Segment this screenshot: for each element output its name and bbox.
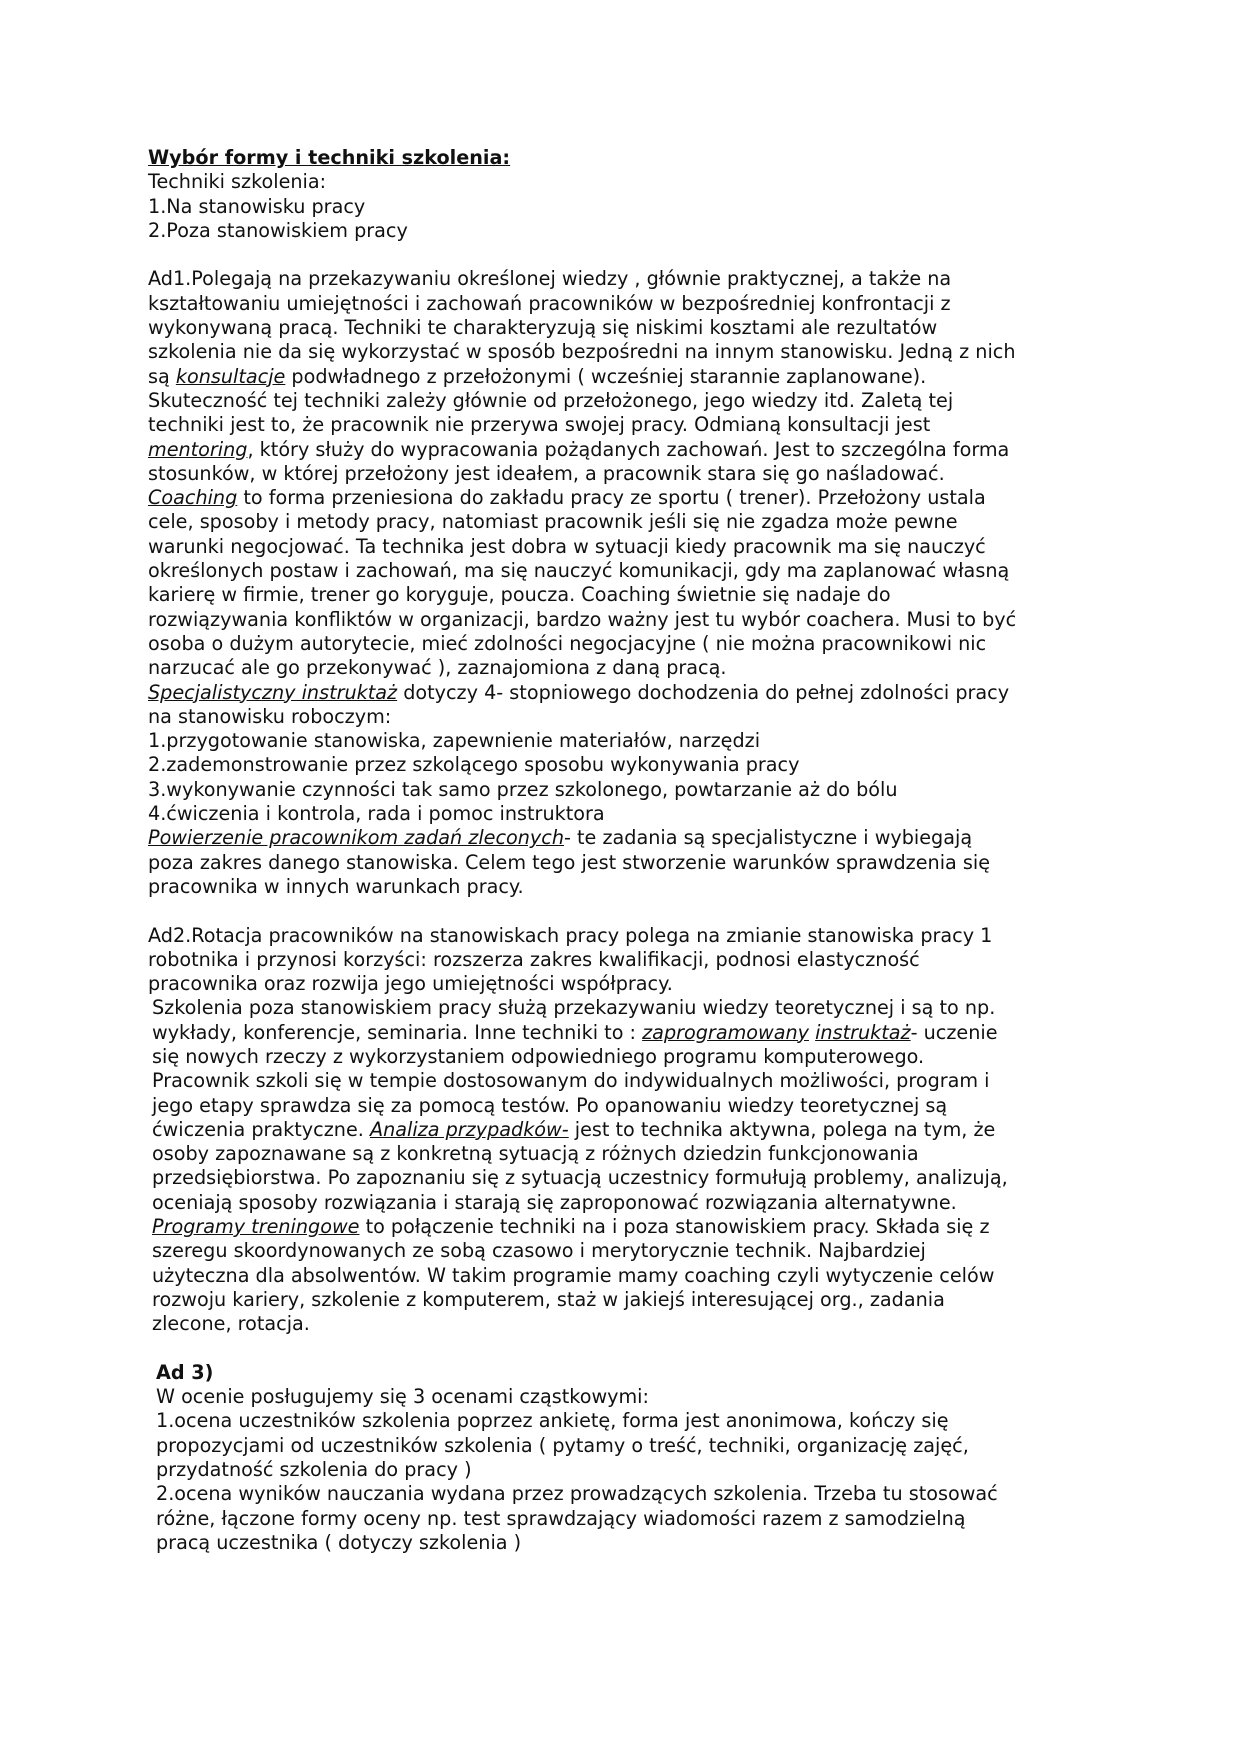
section-ad3 (148, 1361, 1092, 1555)
text-line: przedsiębiorstwa. Po zapoznaniu się z sytuacją uczestnicy formułują problemy, analizują, (152, 1166, 1008, 1190)
text-line: pracą uczestnika ( dotyczy szkolenia ) (156, 1530, 522, 1554)
intro-line: 1.Na stanowisku pracy (148, 194, 366, 218)
text-line: na stanowisku roboczym: (148, 704, 392, 728)
text-line: propozycjami od uczestników szkolenia ( pytamy o treść, techniki, organizację zajęć, (156, 1433, 969, 1457)
text-line: się nowych rzeczy z wykorzystaniem odpowiedniego programu komputerowego. (152, 1044, 925, 1068)
text-line: oceniają sposoby rozwiązania i starają się zaproponować rozwiązania alternatywne. (152, 1190, 957, 1214)
text-line: osoba o dużym autorytecie, mieć zdolności negocjacyjne ( nie można pracownikowi nic (148, 631, 987, 655)
paragraph-gap (148, 243, 1092, 267)
paragraph-gap (148, 1337, 1092, 1361)
text-line: określonych postaw i zachowań, ma się nauczyć komunikacji, gdy ma zaplanować własną (148, 559, 1010, 583)
text-line (148, 438, 1092, 462)
text-line: robotnika i przynosi korzyści: rozszerza zakres kwalifikacji, podnosi elastyczność (148, 947, 920, 971)
text-line: poza zakres danego stanowiska. Celem tego jest stworzenie warunków sprawdzenia się (148, 850, 991, 874)
section-heading: Ad 3) (156, 1360, 214, 1384)
text-fragment: są (148, 364, 176, 388)
text-line: Szkolenia poza stanowiskiem pracy służą przekazywaniu wiedzy teoretycznej i są to np. (152, 996, 996, 1020)
text-line: szkolenia nie da się wykorzystać w sposób bezpośredni na innym stanowisku. Jedną z nich (148, 340, 1016, 364)
text-fragment: - uczenie (910, 1020, 998, 1044)
text-fragment: ćwiczenia praktyczne. (152, 1117, 370, 1141)
document-body (148, 146, 1092, 1555)
term-powierzenie-zadan: Powierzenie pracownikom zadań zleconych (148, 826, 564, 850)
term-programy-treningowe: Programy treningowe (152, 1215, 360, 1239)
text-line: szeregu skoordynowanych ze sobą czasowo i merytorycznie technik. Najbardziej (152, 1239, 926, 1263)
text-line: Skuteczność tej techniki zależy głównie od przełożonego, jego wiedzy itd. Zaletą tej (148, 388, 954, 412)
list-item: 2.ocena wyników nauczania wydana przez prowadzących szkolenia. Trzeba tu stosować (156, 1482, 998, 1506)
text-fragment: - te zadania są specjalistyczne i wybiegają (564, 826, 973, 850)
term-mentoring: mentoring (148, 437, 248, 461)
text-line: osoby zapoznawane są z konkretną sytuacją z różnych dziedzin funkcjonowania (152, 1142, 919, 1166)
text-line: jego etapy sprawdza się za pomocą testów. Po opanowaniu wiedzy teoretycznej są (152, 1093, 948, 1117)
text-line: narzucać ale go przekonywać ), zaznajomiona z daną pracą. (148, 656, 727, 680)
intro-line: 2.Poza stanowiskiem pracy (148, 218, 408, 242)
text-line: wykonywaną pracą. Techniki te charakteryzują się niskimi kosztami ale rezultatów (148, 316, 938, 340)
paragraph-gap (148, 899, 1092, 923)
text-line (148, 826, 1092, 850)
text-fragment: wykłady, konferencje, seminaria. Inne techniki to : (152, 1020, 643, 1044)
intro-line: Techniki szkolenia: (148, 170, 327, 194)
text-line: przydatność szkolenia do pracy ) (156, 1458, 472, 1482)
text-line: Ad2.Rotacja pracowników na stanowiskach pracy polega na zmianie stanowiska pracy 1 (148, 923, 993, 947)
text-line (148, 365, 1092, 389)
text-fragment: jest to technika aktywna, polega na tym, że (568, 1117, 996, 1141)
text-fragment: podwładnego z przełożonymi ( wcześniej starannie zaplanowane). (285, 364, 927, 388)
list-item: 4.ćwiczenia i kontrola, rada i pomoc instruktora (148, 802, 605, 826)
text-fragment: dotyczy 4- stopniowego dochodzenia do pełnej zdolności pracy (397, 680, 1010, 704)
text-line: W ocenie posługujemy się 3 ocenami cząstkowymi: (156, 1385, 649, 1409)
term-coaching: Coaching (148, 486, 238, 510)
text-line (148, 1021, 1092, 1045)
section-ad1 (148, 267, 1092, 899)
term-specjalistyczny-instruktaz: Specjalistyczny instruktaż (148, 680, 398, 704)
text-fragment: to forma przeniesiona do zakładu pracy ze sportu ( trener). Przełożony ustala (237, 486, 986, 510)
text-line: Ad1.Polegają na przekazywaniu określonej wiedzy , głównie praktycznej, a także na (148, 267, 952, 291)
text-line: stosunków, w której przełożony jest ideałem, a pracownik stara się go naśladować. (148, 461, 945, 485)
text-line: użyteczna dla absolwentów. W takim programie mamy coaching czyli wytyczenie celów (152, 1263, 995, 1287)
text-line: rozwiązywania konfliktów w organizacji, bardzo ważny jest tu wybór coachera. Musi to być (148, 607, 1017, 631)
text-line: zlecone, rotacja. (152, 1312, 310, 1336)
list-item: 1.ocena uczestników szkolenia poprzez ankietę, forma jest anonimowa, kończy się (156, 1409, 949, 1433)
text-line: pracownika w innych warunkach pracy. (148, 874, 524, 898)
text-line: Pracownik szkoli się w tempie dostosowanym do indywidualnych możliwości, program i (152, 1069, 990, 1093)
term-instruktaz: instruktaż (815, 1020, 911, 1044)
text-line (148, 1118, 1092, 1142)
text-fragment: to połączenie techniki na i poza stanowiskiem pracy. Składa się z (359, 1215, 990, 1239)
text-line: cele, sposoby i metody pracy, natomiast pracownik jeśli się nie zgadza może pewne (148, 510, 958, 534)
term-zaprogramowany: zaprogramowany (642, 1020, 809, 1044)
list-item: 2.zademonstrowanie przez szkolącego sposobu wykonywania pracy (148, 753, 800, 777)
text-line: warunki negocjować. Ta technika jest dobra w sytuacji kiedy pracownik ma się nauczyć (148, 534, 986, 558)
text-line (148, 681, 1092, 705)
term-konsultacje: konsultacje (175, 364, 286, 388)
text-line: karierę w firmie, trener go koryguje, poucza. Coaching świetnie się nadaje do (148, 583, 891, 607)
term-analiza-przypadkow: Analiza przypadków- (369, 1117, 569, 1141)
text-fragment: , który służy do wypracowania pożądanych zachowań. Jest to szczególna forma (247, 437, 1010, 461)
text-line: kształtowaniu umiejętności i zachowań pracowników w bezpośredniej konfrontacji z (148, 291, 951, 315)
text-line: techniki jest to, że pracownik nie przerywa swojej pracy. Odmianą konsultacji jest (148, 413, 931, 437)
list-item: 3.wykonywanie czynności tak samo przez szkolonego, powtarzanie aż do bólu (148, 777, 898, 801)
text-line (148, 486, 1092, 510)
text-line: rozwoju kariery, szkolenie z komputerem, staż w jakiejś interesującej org., zadania (152, 1287, 945, 1311)
section-ad2 (148, 924, 1092, 1337)
document-title: Wybór formy i techniki szkolenia: (148, 146, 511, 169)
text-line: różne, łączone formy oceny np. test sprawdzający wiadomości razem z samodzielną (156, 1506, 966, 1530)
text-line: pracownika oraz rozwija jego umiejętności współpracy. (148, 972, 673, 996)
text-line (148, 1215, 1092, 1239)
list-item: 1.przygotowanie stanowiska, zapewnienie materiałów, narzędzi (148, 729, 761, 753)
